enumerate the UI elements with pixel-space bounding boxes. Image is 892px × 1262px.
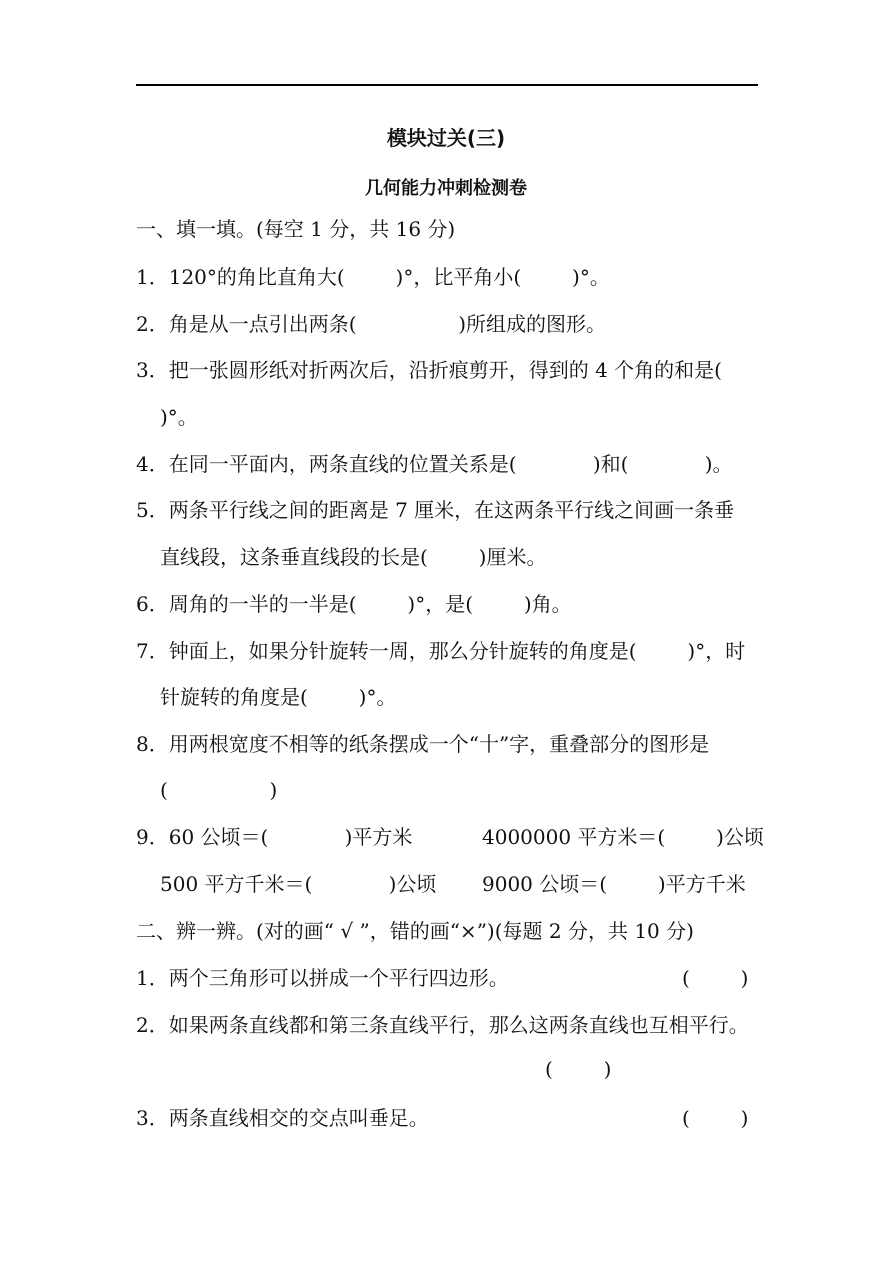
- page-subtitle: 几何能力冲刺检测卷: [365, 178, 527, 199]
- question-9-part-a: 9．60 公顷＝( )平方米: [136, 825, 413, 849]
- question-8-line2: ( ): [160, 778, 278, 802]
- question-5-line1: 5．两条平行线之间的距离是 7 厘米，在这两条平行线之间画一条垂: [136, 498, 735, 522]
- question-9-part-c: 500 平方千米＝( )公顷: [160, 872, 437, 896]
- judge-2-answer-bracket: ( ): [545, 1057, 612, 1081]
- question-7-line2: 针旋转的角度是( )°。: [160, 685, 397, 709]
- judge-3-answer-bracket: ( ): [682, 1106, 749, 1130]
- question-8-line1: 8．用两根宽度不相等的纸条摆成一个“十”字，重叠部分的图形是: [136, 732, 710, 756]
- header-rule: [136, 84, 758, 86]
- question-9-part-d: 9000 公顷＝( )平方千米: [482, 872, 746, 896]
- question-3-line1: 3．把一张圆形纸对折两次后，沿折痕剪开，得到的 4 个角的和是(: [136, 358, 722, 382]
- section2-heading: 二、辨一辨。(对的画“ √ ”，错的画“×”)(每题 2 分，共 10 分): [136, 919, 694, 943]
- question-1: 1．120°的角比直角大( )°，比平角小( )°。: [136, 265, 610, 289]
- question-9-part-b: 4000000 平方米＝( )公顷: [482, 825, 764, 849]
- question-6: 6．周角的一半的一半是( )°，是( )角。: [136, 592, 572, 616]
- question-4: 4．在同一平面内，两条直线的位置关系是( )和( )。: [136, 452, 733, 476]
- section1-heading: 一、填一填。(每空 1 分，共 16 分): [136, 217, 456, 241]
- judge-2: 2．如果两条直线都和第三条直线平行，那么这两条直线也互相平行。: [136, 1013, 749, 1037]
- question-3-line2: )°。: [160, 405, 198, 429]
- judge-1: 1．两个三角形可以拼成一个平行四边形。: [136, 966, 509, 990]
- judge-1-answer-bracket: ( ): [682, 966, 749, 990]
- question-2: 2．角是从一点引出两条( )所组成的图形。: [136, 312, 607, 336]
- judge-3: 3．两条直线相交的交点叫垂足。: [136, 1106, 429, 1130]
- question-5-line2: 直线段，这条垂直线段的长是( )厘米。: [160, 545, 547, 569]
- question-7-line1: 7．钟面上，如果分针旋转一周，那么分针旋转的角度是( )°，时: [136, 639, 746, 663]
- page-title: 模块过关(三): [386, 126, 506, 150]
